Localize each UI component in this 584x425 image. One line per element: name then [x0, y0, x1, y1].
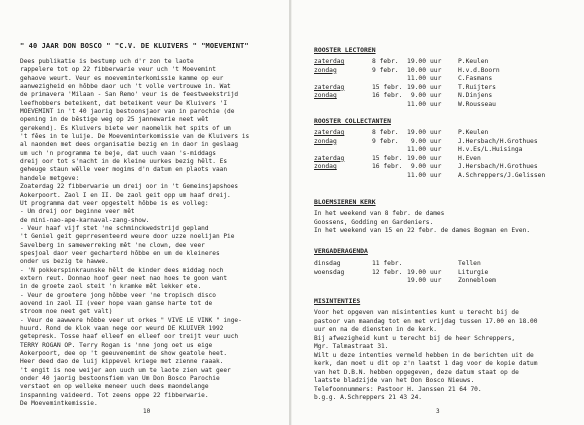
schedule-name: P.Keulen: [458, 129, 489, 136]
schedule-day: [314, 101, 372, 110]
schedule-row: [314, 172, 545, 181]
schedule-row: [314, 163, 545, 172]
text-line: onder us bezig te hawwe.: [20, 258, 109, 266]
schedule-unit: uur: [430, 268, 442, 276]
schedule-name: Liturgie: [458, 268, 489, 276]
schedule-day: [314, 172, 372, 181]
schedule-time: 19.00: [407, 277, 426, 285]
text-line: handele metgeve:: [20, 174, 80, 182]
text-line: de primavera 'Milaan - San Remo' veur is de feestweekstrijd: [20, 91, 239, 99]
bloemsieren-heading: BLOEMSIEREN KERK: [314, 198, 376, 206]
schedule-time: 11.00: [407, 100, 426, 108]
schedule-unit: uur: [430, 163, 442, 171]
rooster-collectanten-heading: ROOSTER COLLECTANTEN: [314, 117, 391, 125]
schedule-row: [314, 92, 500, 101]
schedule-date: 16 febr.: [372, 163, 403, 171]
text-line: stroom noe neet get valt): [20, 308, 113, 316]
misintenties-heading: MISINTENTIES: [314, 297, 361, 305]
schedule-name: Zonnebloem: [458, 277, 496, 285]
schedule-day: zaterdag: [314, 58, 345, 65]
schedule-unit: uur: [430, 92, 442, 100]
schedule-name: W.Rousseau: [458, 100, 496, 108]
schedule-day: zaterdag: [314, 83, 345, 91]
schedule-date: 8 febr.: [372, 58, 399, 65]
text-line: aanwezigheid en hôbbe daor uch 't volle vertrouwe in. Wat: [20, 83, 231, 91]
text-line: kerk, dan moet u dit op z'n laatst 1 dag voor de kopie datum: [314, 360, 538, 367]
left-page-body: [20, 58, 272, 408]
schedule-time: 10.00: [407, 66, 426, 74]
schedule-unit: uur: [430, 137, 442, 145]
text-line: Aokerpoort. Zaol I en II. De zaol geit opp um haaf dreij.: [20, 191, 231, 199]
rooster-lectoren-table: [314, 58, 500, 110]
schedule-date: 9 febr.: [372, 66, 399, 74]
schedule-name: H.v.d.Boorn: [458, 66, 500, 74]
schedule-time: 9.00: [410, 137, 426, 145]
schedule-day: zondag: [314, 92, 337, 100]
left-page-title: " 40 JAAR DON BOSCO " "C.V. DE KLUIVERS " "MOEVEMINT": [20, 42, 249, 50]
schedule-row: [314, 129, 545, 138]
text-line: - Veur haaf vijf stet 'ne schminckwedstrijd gepland: [20, 224, 209, 232]
right-page: [290, 0, 584, 425]
schedule-day: zondag: [314, 137, 337, 145]
schedule-day: woensdag: [314, 268, 345, 276]
schedule-day: [314, 146, 372, 155]
text-line: Aokerpoort, dee op 't geeuvenemint de show geatole heet.: [20, 350, 228, 358]
text-line: aovend in zaol II (veer hope vaan ganse harte tot de: [20, 299, 213, 307]
schedule-unit: uur: [430, 129, 442, 136]
text-line: 't Geniel geit geprresenteerd weure door uzze noelijan Pie: [20, 233, 235, 241]
schedule-row: [314, 101, 500, 110]
text-line: getepresk. Tosse haaf elleef en elleef oor treijt veur uuch: [20, 333, 239, 341]
schedule-time: 9.00: [410, 163, 426, 171]
schedule-date: [372, 172, 396, 181]
text-line: Mgr. Talmastraat 31.: [314, 343, 389, 350]
schedule-name: H.v.Es/L.Huisinga: [458, 146, 523, 154]
text-line: Ut programma dat veer opgestelt hôbbe is es volleg:: [20, 199, 209, 207]
schedule-date: 16 febr.: [372, 92, 403, 100]
text-line: gehaove weurt. Veur es moeveminterkomissie kamme op eur: [20, 74, 224, 82]
rooster-lectoren-heading: ROOSTER LECTOREN: [314, 46, 376, 54]
schedule-date: [372, 75, 396, 84]
text-line: - Veur de aawwere hôbbe veer ut orkes " VIVE LE VINK " inge-: [20, 316, 242, 324]
schedule-row: [314, 58, 500, 67]
misintenties-text: [314, 309, 574, 403]
text-line: 't fêes in te luije. De Moeveminterkomissie van de Kluivers is: [20, 133, 250, 141]
schedule-name: C.Fasmans: [458, 75, 493, 83]
text-line: - Um dreij oor beginne veer mêt: [20, 208, 135, 216]
schedule-unit: uur: [430, 277, 442, 285]
schedule-name: H.Even: [458, 154, 481, 162]
text-line: Zoaterdag 22 fibberwarie um dreij oor in 't Gemeinsjapshoes: [20, 183, 239, 191]
schedule-time: 11.00: [407, 171, 426, 179]
right-page-number: 3: [436, 408, 440, 415]
schedule-name: J.Hersbach/H.Grothues: [458, 137, 538, 145]
text-line: Bij afwezigheid kunt u terecht bij de heer Schreppers,: [314, 334, 516, 342]
schedule-row: [314, 67, 500, 76]
vergaderagenda-table: [314, 260, 496, 286]
rooster-collectanten-table: [314, 129, 545, 181]
schedule-row: [314, 269, 496, 278]
schedule-time: 19.00: [407, 129, 426, 136]
text-line: - Veur de groetere jong hôbbe veer 'ne tropisch disco: [20, 291, 216, 299]
schedule-day: zondag: [314, 163, 337, 171]
text-line: opening in de bêstige weg op 25 jannewarie neet wêt: [20, 116, 209, 124]
schedule-time: 11.00: [407, 146, 426, 154]
schedule-row: [314, 75, 500, 84]
schedule-day: zaterdag: [314, 154, 345, 162]
schedule-day: zaterdag: [314, 129, 345, 136]
text-line: 't engit is noe weijer aon uuch um te laote zien wat geer: [20, 366, 231, 374]
text-line: rappelere tot op 22 fibberwarie veur uch 't Moevemint: [20, 66, 216, 74]
bloemsieren-text: [314, 210, 574, 236]
schedule-name: Tellen: [458, 260, 481, 267]
schedule-date: 12 febr.: [372, 268, 403, 276]
schedule-unit: uur: [430, 171, 442, 179]
schedule-date: [372, 146, 396, 155]
text-line: geheuge staun wêlle veer mogims d'n datum en plaots vaan: [20, 166, 228, 174]
text-line: TERRY ROGAN OP. Terry Rogan is 'nne jong oet us eige: [20, 341, 213, 349]
schedule-date: [372, 277, 396, 286]
schedule-name: N.Dinjens: [458, 92, 493, 100]
schedule-name: J.Hersbach/H.Grothues: [458, 163, 538, 171]
text-line: Voor het opgeven van misintenties kunt u terecht bij de: [314, 309, 519, 316]
text-line: inspanning vaideerd. Tot zeens oppe 22 fibberwarie.: [20, 391, 209, 399]
schedule-unit: uur: [430, 58, 442, 65]
text-line: Wilt u deze intenties vermeld hebben in de berichten uit de: [314, 351, 534, 359]
text-line: Dees publikatie is bestump uch d'r zon te laote: [20, 58, 194, 65]
schedule-unit: uur: [430, 154, 442, 162]
text-line: In het weekend van 15 en 22 febr. de dames Bogman en Even.: [314, 227, 531, 234]
schedule-name: P.Keulen: [458, 58, 489, 65]
schedule-date: 8 febr.: [372, 129, 399, 136]
text-line: - 'N pokkerspinkraunske hêlt de kinder dees middag noch: [20, 266, 224, 274]
schedule-unit: uur: [430, 66, 442, 74]
vergaderagenda-heading: VERGADERAGENDA: [314, 247, 368, 255]
text-line: Savelberg in samewerreking mêt 'ne clown, dee veer: [20, 241, 205, 249]
schedule-time: [396, 260, 426, 269]
text-line: de mini-nao-ape-karnaval-zang-show.: [20, 216, 150, 224]
schedule-unit: uur: [430, 100, 442, 108]
schedule-date: 9 febr.: [372, 137, 399, 145]
text-line: b.g.g. A.Schreppers 21 43 24.: [314, 394, 423, 401]
schedule-day: zondag: [314, 66, 337, 74]
text-line: verstaot en op welleke meneer uuch dees maondelange: [20, 383, 209, 391]
text-line: gerekend). Es Kluivers biete wer naomelik het spits of um: [20, 124, 231, 132]
left-page: [0, 0, 290, 425]
schedule-unit: [426, 260, 456, 269]
text-line: pastoor van maandag tot en met vrijdag tussen 17.00 en 18.00: [314, 317, 538, 325]
text-line: Goossens, Godding en Gardeniers.: [314, 218, 434, 226]
text-line: leefhobbers beteikent, dat beteikent veur De Kluivers 'I: [20, 99, 228, 107]
schedule-row: [314, 146, 545, 155]
schedule-date: 15 febr.: [372, 154, 403, 162]
schedule-name: A.Schreppers/J.Gelissen: [458, 171, 546, 179]
text-line: Telefoonnummers: Pastoor H. Janssen 21 64 70.: [314, 385, 482, 393]
left-page-number: 10: [143, 408, 151, 415]
schedule-time: 9.00: [410, 92, 426, 100]
text-line: dreij oor tot s'nacht in de kleine uurkes bezig hêlt. Es: [20, 158, 228, 166]
schedule-row: [314, 260, 496, 269]
schedule-day: dinsdag: [314, 260, 341, 267]
text-line: MOEVEMINT in 't 40 jaorig bestoonsjaor van in parochie (de: [20, 108, 235, 116]
schedule-unit: uur: [430, 146, 442, 154]
text-line: extern reut. Donnao hoof geer neet nao hoes te goon want: [20, 274, 228, 282]
schedule-time: 19.00: [407, 154, 426, 162]
text-line: onder 40 jaorig bestoonsfiem van Um Don Bosco Parochie: [20, 375, 220, 383]
text-line: In het weekend van 8 febr. de dames: [314, 210, 445, 217]
schedule-row: [314, 277, 496, 286]
text-line: huurd. Rond de klok vaan nege oor weurd DE KLUIVER 1992: [20, 325, 224, 332]
text-line: in de groete zaol steit 'n kramke mêt lekker ete.: [20, 283, 202, 291]
text-line: Heer deed dao de luij kippevel kriege met zienne raaak.: [20, 358, 224, 366]
schedule-time: 19.00: [407, 268, 426, 276]
schedule-date: 15 febr.: [372, 83, 403, 91]
schedule-unit: uur: [430, 75, 442, 83]
schedule-day: [314, 75, 372, 84]
schedule-row: [314, 84, 500, 93]
schedule-time: 11.00: [407, 75, 426, 83]
schedule-unit: uur: [430, 83, 442, 91]
schedule-day: [314, 277, 372, 286]
text-line: spesjoal daor veer gecharterd hôbbe en um de kleineres: [20, 249, 220, 257]
schedule-row: [314, 138, 545, 147]
schedule-date: [372, 101, 396, 110]
schedule-date: 11 febr.: [372, 260, 403, 267]
text-line: al naonden met dees organisatie bezig en in daor in geslaag: [20, 141, 239, 149]
text-line: uur en na de diensten in de kerk.: [314, 326, 437, 333]
text-line: De Moevemintkemissie.: [20, 400, 98, 408]
schedule-name: T.Ruijters: [458, 83, 496, 91]
text-line: um uch 'n programma te beje, dat uuch vaan 's-middags: [20, 149, 216, 157]
schedule-time: 19.00: [407, 83, 426, 91]
schedule-time: 19.00: [407, 58, 426, 65]
schedule-row: [314, 155, 545, 164]
text-line: laatste bladzijde van het Don Bosco Nieuws.: [314, 377, 475, 384]
text-line: van het D.B.N. hebben opgegeven, deze datum staat op de: [314, 368, 519, 376]
